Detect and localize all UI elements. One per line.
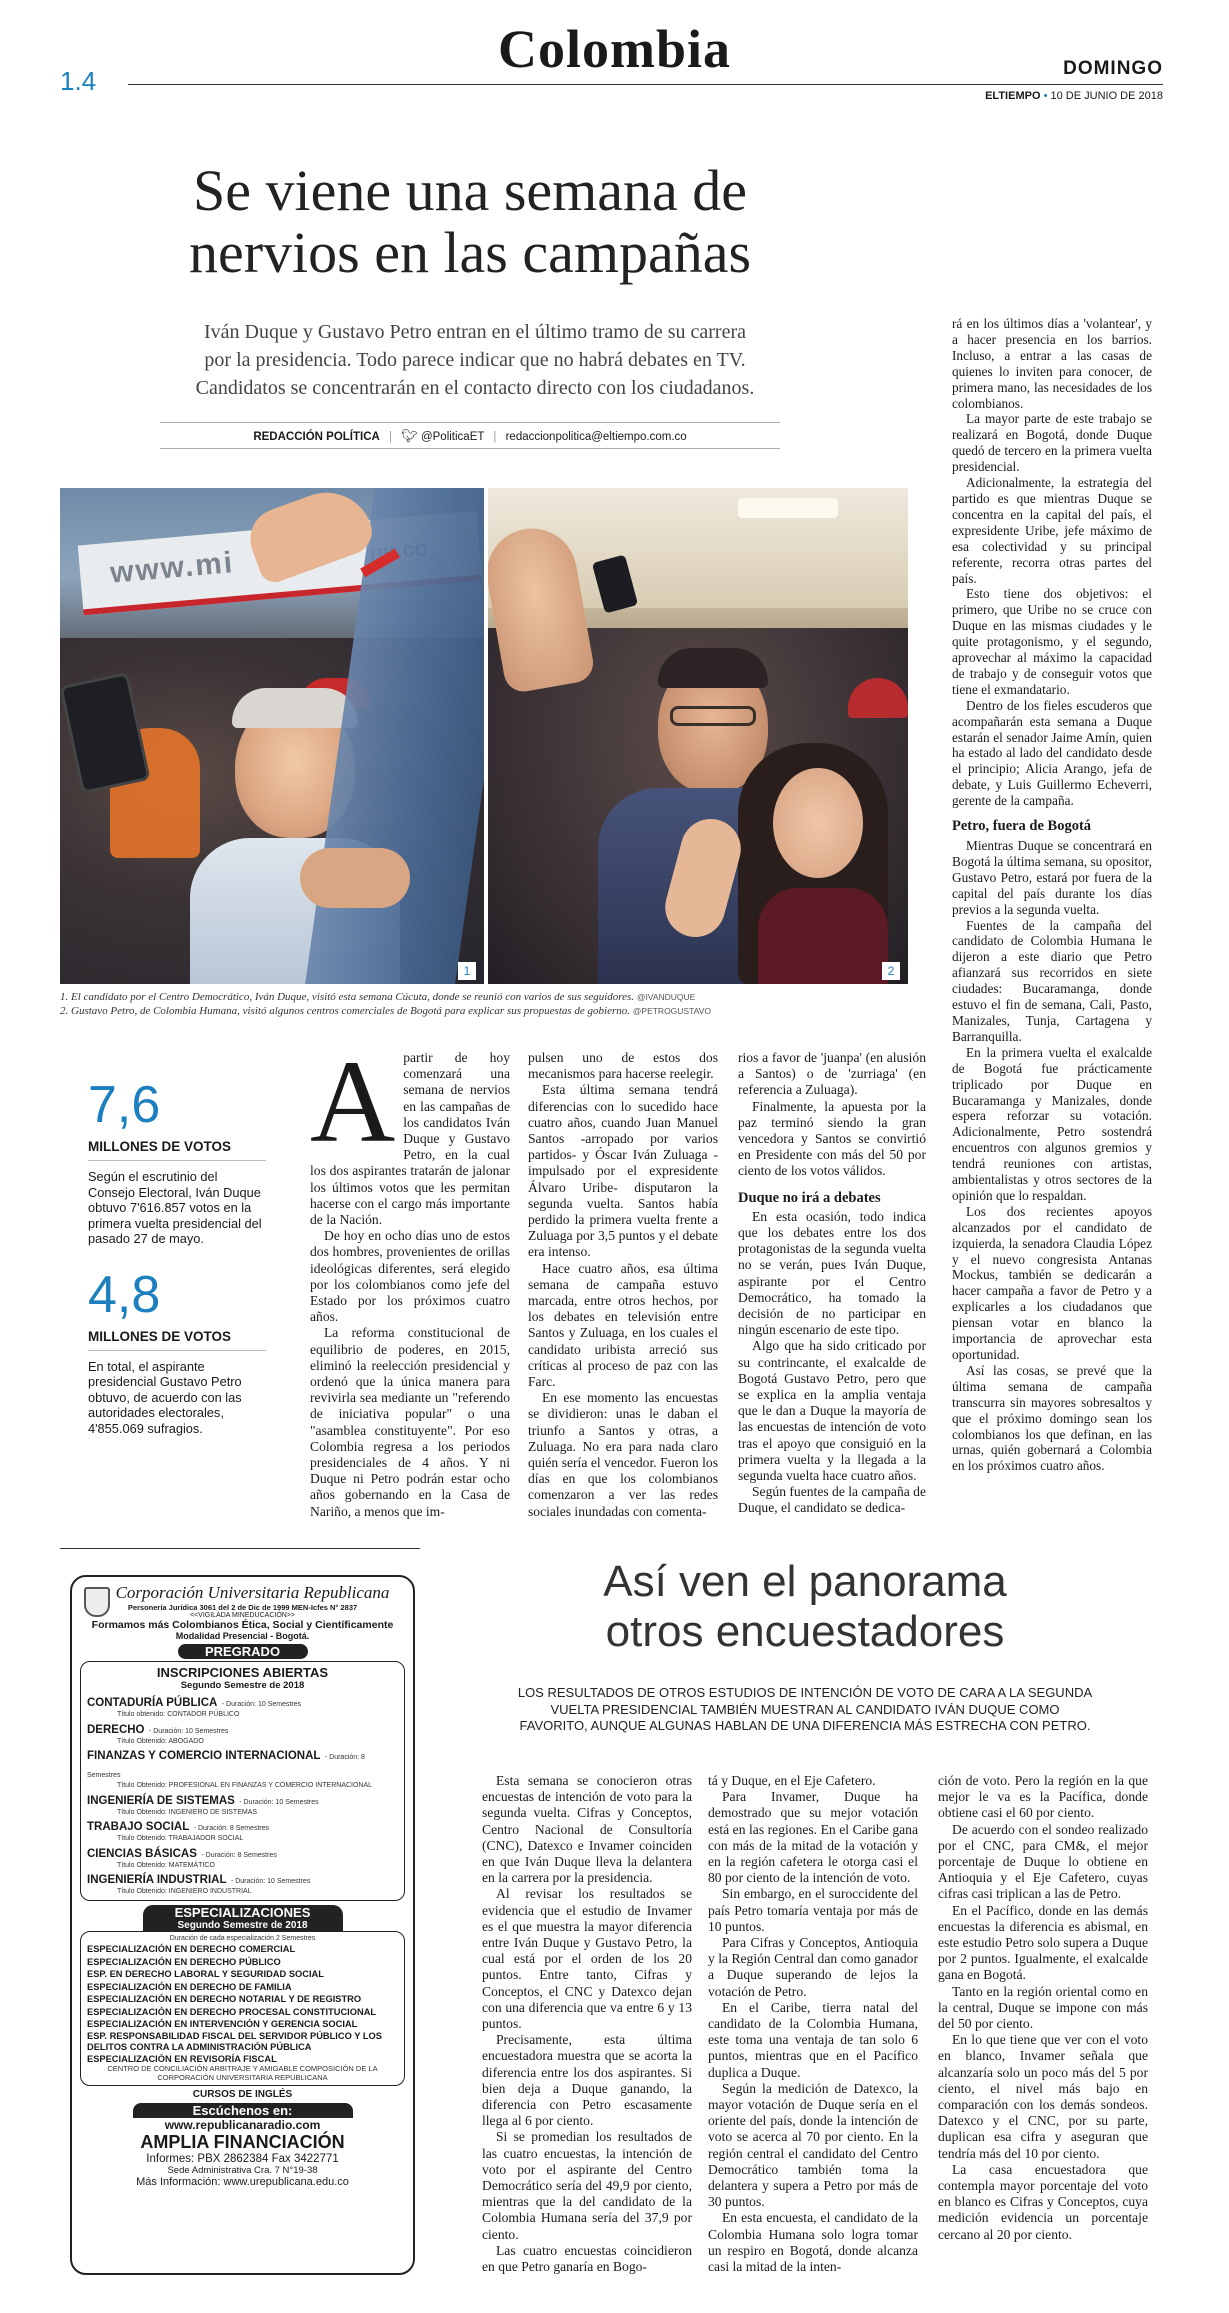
body-column-3 [738,1050,926,1517]
ad-center: CENTRO DE CONCILIACIÓN ARBITRAJE Y AMIGABLE COMPOSICIÓN DE LA CORPORACIÓN UNIVERSITARIA REPUBLICANA [107,2064,378,2082]
body-col3-p2: Finalmente, la apuesta por la paz terminó siendo la gran vencedora y Santos se convirtió en Presidente con más del 50 por ciento de los votos válidos. [738,1098,926,1179]
program-title: Título Obtenido: TRABAJADOR SOCIAL [117,1835,244,1842]
header-date: 10 DE JUNIO DE 2018 [1050,90,1163,102]
second-headline [460,1557,1150,1657]
second-col1-p4: Si se promedian los resultados de las cuatro encuestas, la intención de voto por el aspirante del Centro Democrático sería del 49,9 por ciento, mientras que la del candidato de la Colombia Humana sería del 37,9 por ciento. [482,2129,692,2242]
ad-logo-icon [84,1587,110,1617]
deck [70,318,880,402]
body-col1-p2: De hoy en ocho días uno de estos dos hombres, provenientes de orillas ideológicas diferentes, será elegido por los colombianos como jefe del Estado por los próximos cuatro años. [310,1228,510,1325]
body-col4-p8: En la primera vuelta el exalcalde de Bogotá fue prácticamente triplicado por Duque en Bucaramanga y Manizales, donde espera reforzar su votación. Adicionalmente, Petro sostendrá encuentros con algunos gremios y tendrá reuniones con artistas, ambientalistas y otros sectores de la opinión que lo respaldan. [952,1044,1152,1203]
ad-mas-info[interactable]: Más Información: www.urepublicana.edu.co [136,2176,349,2188]
ad-program-0 [87,1693,398,1720]
ad-financiacion: AMPLIA FINANCIACIÓN [140,2132,345,2152]
second-col3-p1: ción de voto. Pero la región en la que mejor le va es la Pacífica, donde obtiene casi el 60 por ciento. [938,1773,1148,1821]
ad-spec-item: ESPECIALIZACIÓN EN DERECHO COMERCIAL [87,1944,296,1954]
second-col3-p4: Tanto en la región oriental como en la central, Duque se impone con más del 50 por ciento. [938,1983,1148,2032]
twitter-icon: 🐦︎ [401,428,418,443]
program-title: Título Obtenido: INGENIERO INDUSTRIAL [117,1888,252,1895]
body-col1-p3: La reforma constitucional de equilibrio de poderes, en 2015, eliminó la reelección presidencial y ordenó que la única manera para revivirla sea mediante un "referendo de iniciativa popular" o una "asamblea constituyente". Por eso Colombia regresa a los periodos presidenciales de 4 años. Y ni Duque ni Petro podrán estar ocho años gobernando en la Casa de Nariño, a menos que im- [310,1325,510,1519]
second-col1-p3: Precisamente, esta última encuestadora muestra que se acorta la diferencia entre los dos aspirantes. Si bien deja a Duque ganando, la diferencia con Petro escasamente llega al 6 por ciento. [482,2032,692,2129]
photo-petro [488,488,908,984]
photo-2-number: 2 [882,962,900,980]
ad-institution: Corporación Universitaria Republicana [115,1583,390,1602]
program-name: FINANZAS Y COMERCIO INTERNACIONAL [87,1750,321,1762]
second-col3-p2: De acuerdo con el sondeo realizado por el CNC, para CM&, el mejor porcentaje de Duque lo obtiene en Antioquia y el Eje Cafetero, cuyas cifras casi triplican a las de Petro. [938,1821,1148,1902]
deck-line-1: Iván Duque y Gustavo Petro entran en el último tramo de su carrera [203,321,747,343]
stat-2 [88,1265,266,1437]
body-col3-p4: Algo que ha sido criticado por su contrincante, el exalcalde de Bogotá Gustavo Petro, pero que se explica en la amplia ventaja que le dan a Duque la mayoría de las encuestas de intención de voto tras el apoyo que consiguió en la primera vuelta y la llegada a la segunda vuelta hace cuatro años. [738,1338,926,1484]
stat-2-value: 4,8 [88,1265,161,1324]
ad-program-3 [87,1791,398,1818]
stat-1-text: Según el escrutinio del Consejo Electoral, Iván Duque obtuvo 7'616.857 votos en la primera vuelta presidencial del pasado 27 de mayo. [88,1169,262,1246]
second-column-1 [482,1773,692,2275]
university-ad [70,1575,415,2275]
headline-line-2: nervios en las campañas [188,220,752,285]
caption-1 [60,990,920,1004]
ad-spec-item: ESP. EN DERECHO LABORAL Y SEGURIDAD SOCIAL [87,1969,324,1979]
body-column-4 [952,316,1152,1474]
program-name: INGENIERÍA DE SISTEMAS [87,1794,235,1807]
second-deck-line-2: VUELTA PRESIDENCIAL TAMBIÉN MUESTRAN AL CANDIDATO IVÁN DUQUE COMO [550,1701,1060,1717]
second-col2-p6: Según la medición de Datexco, la mayor votación de Duque sería en el oriente del país, donde la intención de voto se acerca al 70 por ciento. En la región central el candidato del Centro Democrático también toma la delantera y supera a Petro por más de 30 puntos. [708,2080,918,2210]
photo-banner-text: www.mi [108,546,236,590]
program-title: Título Obtenido: ABOGADO [117,1737,204,1745]
body-col4-p3: Adicionalmente, la estrategia del partido es que mientras Duque se concentra en la capital del país, el expresidente Uribe, jefe máximo de esa colectividad y su principal referente, recorra otras partes del país. [952,475,1152,586]
body-col2-p3: Hace cuatro años, esa última semana de campaña estuvo marcada, entre otros hechos, por los debates en televisión entre Santos y Zuluaga, en los cuales el candidato uribista arreció sus críticas al proceso de paz con las Farc. [528,1260,718,1390]
deck-line-2: por la presidencia. Todo parece indicar que no habrá debates en TV. [204,349,746,371]
second-col3-p3: En el Pacífico, donde en las demás encuestas la diferencia es abismal, en este estudio Petro solo supera a Duque por 2 puntos. Igualmente, el exalcalde gana en Bogotá. [938,1902,1148,1983]
woman-face [773,768,863,878]
ad-spec-item: ESP. RESPONSABILIDAD FISCAL DEL SERVIDOR PÚBLICO Y LOS DELITOS CONTRA LA ADMINISTRACIÓN PÚBLICA [87,2030,382,2052]
ad-inscripciones: INSCRIPCIONES ABIERTAS [156,1665,329,1680]
second-col3-p6: La casa encuestadora que contempla mayor porcentaje del voto en blanco es Cifras y Conceptos, cuya medición evidencia un porcentaje cercano al 20 por ciento. [938,2161,1148,2242]
body-col4-subhead: Petro, fuera de Bogotá [952,818,1092,835]
ad-pregrado-box [80,1661,405,1901]
program-title: Título Obtenido: MATEMÁTICO [117,1861,215,1869]
ad-program-4 [87,1817,398,1844]
section-title: Colombia [497,19,732,79]
ad-spec-item: ESPECIALIZACIÓN EN DERECHO DE FAMILIA [87,1981,292,1992]
body-col3-p1: rios a favor de 'juanpa' (en alusión a Santos) o de 'zurriaga' (en referencia a Zuluaga). [738,1050,926,1098]
second-col2-p2: Para Invamer, Duque ha demostrado que su mejor votación está en las regiones. En el Caribe gana con más de la mitad de la votación y en la región cafetera le otorga casi el 80 por ciento de la intención de voto. [708,1789,918,1886]
stats-panel [88,1075,266,1436]
program-duration: - Duración: 10 Semestres [230,1878,311,1885]
caption-2-text: 2. Gustavo Petro, de Colombia Humana, visitó algunos centros comerciales de Bogotá para explicar sus propuestas de gobierno. [60,1005,631,1017]
caption-1-credit: @IVANDUQUE [636,992,696,1002]
woman-shirt [758,888,888,984]
program-duration: - Duración: 10 Semestres [221,1701,302,1708]
body-col4-p10: Así las cosas, se prevé que la última semana de campaña transcurra sin mayores sobresaltos y que el próximo domingo sean los colombianos los que definan, en las urnas, quién gobernará a Colombia en los próximos cuatro años. [952,1362,1152,1474]
photo-1-number: 1 [458,962,476,980]
second-col2-p4: Para Cifras y Conceptos, Antioquia y la Región Central dan como ganador a Duque superando de lejos la votación de Petro. [708,1935,918,1999]
program-title: Título Obtenido: PROFESIONAL EN FINANZAS Y COMERCIO INTERNACIONAL [117,1782,373,1789]
second-deck-line-3: FAVORITO, AUNQUE ALGUNAS HABLAN DE UNA DIFERENCIA MÁS ESTRECHA CON PETRO. [519,1718,1091,1733]
header-day: DOMINGO [1063,58,1163,79]
ad-spec-item: ESPECIALIZACIÓN EN DERECHO PÚBLICO [87,1956,281,1967]
body-col3-p3: En esta ocasión, todo indica que los debates entre los dos protagonistas de la segunda vuelta no se verán, pues Iván Duque, aspirante por el Centro Democrático, ha tomado la decisión de no participar en ningún escenario de este tipo. [738,1208,926,1338]
second-headline-line-1: Así ven el panorama [603,1557,1007,1606]
header-dateline: ELTIEMPO • 10 DE JUNIO DE 2018 [985,90,1163,102]
byline-author: REDACCIÓN POLÍTICA [253,431,380,443]
ad-program-5 [87,1844,398,1871]
second-col2-p5: En el Caribe, tierra natal del candidato de la Colombia Humana, este toma una ventaja de tan solo 6 puntos, mientras que en el Pacífico duplica a Duque. [708,1999,918,2080]
body-column-1 [310,1036,510,1520]
program-name: INGENIERÍA INDUSTRIAL [87,1874,227,1886]
stat-2-text: En total, el aspirante presidencial Gustavo Petro obtuvo, de acuerdo con las autoridades electorales, 4'855.069 sufragios. [88,1358,242,1436]
body-col4-p6: Mientras Duque se concentrará en Bogotá la última semana, su opositor, Gustavo Petro, estará por fuera de la capital del país durante los días previos a la segunda vuelta. [952,838,1152,917]
ad-escuchenos: Escúchenos en: [133,2103,353,2118]
paper-name: ELTIEMPO [985,90,1041,102]
second-deck-line-1: LOS RESULTADOS DE OTROS ESTUDIOS DE INTENCIÓN DE VOTO DE CARA A LA SEGUNDA [517,1685,1093,1700]
body-col4-p7: Fuentes de la campaña del candidato de Colombia Humana le dijeron a este diario que Petro afianzará sus recorridos en siete ciudades: Bucaramanga, donde estuvo el fin de semana, Cali, Pasto, Manizales, Tunja, Cartagena y Barranquilla. [952,917,1152,1044]
body-col3-subhead: Duque no irá a debates [738,1189,881,1206]
ad-spec-item: ESPECIALIZACIÓN EN REVISORÍA FISCAL [87,2053,277,2064]
body-col2-p4: En ese momento las encuestas se dividieron: unas le daban el triunfo a Santos y otras, a Zuluaga. No era para nada claro quién sería el vencedor. Fueron los días en que los colombianos comenzaron a ver las redes sociales inundadas con comenta- [528,1390,718,1519]
stat-1 [88,1075,266,1247]
photo-duque [60,488,484,984]
section-divider [60,1548,420,1549]
program-title: Título obtenido: CONTADOR PÚBLICO [117,1711,240,1718]
second-col2-p1: tá y Duque, en el Eje Cafetero. [708,1773,876,1788]
second-deck [460,1685,1150,1735]
ad-radio-url[interactable]: www.republicanaradio.com [164,2118,321,2132]
second-column-2 [708,1773,918,2275]
ad-program-1 [87,1720,398,1747]
mall-light [738,498,838,518]
petro-hair [658,648,768,688]
ad-cursos: CURSOS DE INGLÉS [192,2089,293,2100]
duque-hair [232,688,358,728]
caption-1-text: 1. El candidato por el Centro Democrático, Iván Duque, visitó esta semana Cúcuta, donde se reunió con varios de sus seguidores. [60,991,635,1003]
stat-2-label: MILLONES DE VOTOS [88,1328,232,1344]
body-col4-p2: La mayor parte de este trabajo se realizará en Bogotá, donde Duque quedó de tercero en la primera vuelta presidencial. [952,411,1152,475]
ad-esp-duration: Duración de cada especialización 2 Semestres [169,1934,316,1942]
deck-line-3: Candidatos se concentrarán en el contacto directo con los ciudadanos. [195,377,755,399]
byline: REDACCIÓN POLÍTICA | 🐦︎ @PoliticaET | redaccionpolitica@eltiempo.com.co [253,428,687,443]
petro-glasses [670,706,756,726]
program-duration: - Duración: 8 Semestres [87,1754,365,1779]
body-col4-p5: Dentro de los fieles escuderos que acompañarán esta semana a Duque estarán el senador Jaime Amín, quien ha estado al lado del candidato desde el principio; Alicia Arango, jefa de debate, y Luis Guillermo Echeverri, gerente de la campaña. [952,697,1152,809]
hands-bottom [300,848,410,908]
ad-informes: Informes: PBX 2862384 Fax 3422771 [146,2153,339,2165]
second-col1-p5: Las cuatro encuestas coincidieron en que Petro ganaría en Bogo- [482,2242,692,2275]
program-duration: - Duración: 8 Semestres [193,1825,270,1832]
program-name: TRABAJO SOCIAL [87,1821,190,1833]
ad-semestre: Segundo Semestre de 2018 [180,1680,305,1691]
second-col3-p5: En lo que tiene que ver con el voto en blanco, Invamer señala que alcanzaría solo un poco más del 5 por ciento, el nivel más bajo en comparación con los demás sondeos. Datexco y el CNC, por su parte, duplican esa cifra y aseguran que tendría más del 10 por ciento. [938,2032,1148,2161]
program-title: Título Obtenido: INGENIERO DE SISTEMAS [117,1808,258,1816]
body-column-2 [528,1050,718,1520]
ad-specs-box [80,1931,405,2087]
ad-spec-item: ESPECIALIZACIÓN EN INTERVENCIÓN Y GERENCIA SOCIAL [87,2019,358,2029]
ad-sede: Sede Administrativa Cra. 7 N°19-38 [167,2165,318,2176]
program-name: CONTADURÍA PÚBLICA [87,1697,218,1709]
body-col2-p2: Esta última semana tendrá diferencias con lo sucedido hace cuatro años, cuando Juan Manuel Santos -arropado por varios partidos- y Óscar Iván Zuluaga -impulsado por el expresidente Álvaro Uribe- disputaron la segunda vuelta. Santos había perdido la primera vuelta frente a Zuluaga por 3,5 puntos y el debate era intenso. [528,1082,718,1260]
caption-2 [60,1004,920,1018]
ad-spec-item: ESPECIALIZACIÓN EN DERECHO PROCESAL CONSTITUCIONAL [87,2006,377,2017]
body-col4-p9: Los dos recientes apoyos alcanzados por el candidato de izquierda, la senadora Claudia López y el nuevo congresista Antanas Mockus, también se dedicarán a hacer campaña a favor de Petro y a explicarles a los ciudadanos que piensan votar en blanco la importancia de aprovechar esta oportunidad. [952,1203,1152,1362]
body-col4-p4: Esto tiene dos objetivos: el primero, que Uribe no se cruce con Duque en las mismas ciudades y le quite protagonismo, y el segundo, aprovechar al máximo la capacidad de trabajo y de conseguir votos que tiene el exmandatario. [952,586,1152,697]
byline-twitter[interactable]: @PoliticaET [420,431,485,443]
caption-2-credit: @PETROGUSTAVO [632,1006,711,1016]
byline-rule-top [160,422,780,423]
program-duration: - Duración: 10 Semestres [148,1727,229,1735]
ad-vigilada: <<VIGILADA MINEDUCACIÓN>> [189,1612,296,1619]
header-rule [128,84,1163,85]
byline-email[interactable]: redaccionpolitica@eltiempo.com.co [505,431,687,443]
body-col2-p1: pulsen uno de estos dos mecanismos para hacerse reelegir. [528,1050,718,1082]
program-name: DERECHO [87,1723,145,1736]
second-col1-p2: Al revisar los resultados se evidencia que el estudio de Invamer es el que muestra la mayor diferencia entre Iván Duque y Gustavo Petro, la cual está por el orden de los 20 puntos. Entre tanto, Cifras y Conceptos, el CNC y Datexco dejan con una diferencia que va entre 6 y 13 puntos. [482,1886,692,2032]
second-col2-p3: Sin embargo, en el suroccidente del país Petro tomaría ventaja por más de 10 puntos. [708,1886,918,1934]
ad-spec-item: ESPECIALIZACIÓN EN DERECHO NOTARIAL Y DE REGISTRO [87,1994,362,2004]
stat-1-value: 7,6 [88,1076,161,1134]
body-col3-p5: Según fuentes de la campaña de Duque, el candidato se dedica- [738,1484,927,1516]
headline [60,160,880,284]
ad-modality: Modalidad Presencial - Bogotá. [175,1631,310,1641]
ad-esp-semestre: Segundo Semestre de 2018 [143,1920,343,1931]
photo-captions [60,990,920,1018]
second-col2-p7: En esta encuesta, el candidato de la Colombia Humana solo logra tomar un respiro en Bogotá, donde alcanza casi la mitad de la inten- [708,2210,918,2275]
program-name: CIENCIAS BÁSICAS [87,1847,197,1860]
ad-program-6 [87,1870,398,1897]
ad-motto: Formamos más Colombianos Ética, Social y Científicamente [91,1619,394,1631]
ad-legal: Personería Jurídica 3061 del 2 de Dic de 1999 MEN-Icfes N° 2837 [127,1603,358,1612]
body-col1-lead: partir de hoy comenzará una semana de nervios en las campañas de los candidatos Iván Duque y Gustavo Petro, en la cual los dos aspirantes tratarán de jalonar los últimos votos que les permitan hacerse con el cargo más importante de la Nación. [310,1050,510,1228]
ad-program-2 [87,1746,398,1791]
byline-rule-bottom [160,448,780,449]
ad-pregrado: PREGRADO [178,1644,308,1659]
body-col4-p1: rá en los últimos días a 'volantear', y a hacer presencia en los barrios. Incluso, a entrar a las casas de quienes lo inviten para conocer, de primera mano, las necesidades de los colombianos. [952,316,1152,411]
second-column-3 [938,1773,1148,2243]
program-duration: - Duración: 8 Semestres [201,1851,277,1859]
second-col1-p1: Esta semana se conocieron otras encuestas de intención de voto para la segunda vuelta. Cifras y Conceptos, Centro Nacional de Consultoría (CNC), Datexco e Invamer coinciden en que Iván Duque lleva la delantera en la carrera por la presidencia. [482,1773,692,1886]
page-number-text: 1.4 [60,66,97,96]
headline-line-1: Se viene una semana de [192,158,747,223]
dropcap: A [310,1036,396,1167]
second-headline-line-2: otros encuestadores [605,1607,1005,1656]
ad-especializaciones: ESPECIALIZACIONES [143,1905,343,1920]
stat-1-label: MILLONES DE VOTOS [88,1139,232,1154]
program-duration: - Duración: 10 Semestres [239,1798,319,1806]
